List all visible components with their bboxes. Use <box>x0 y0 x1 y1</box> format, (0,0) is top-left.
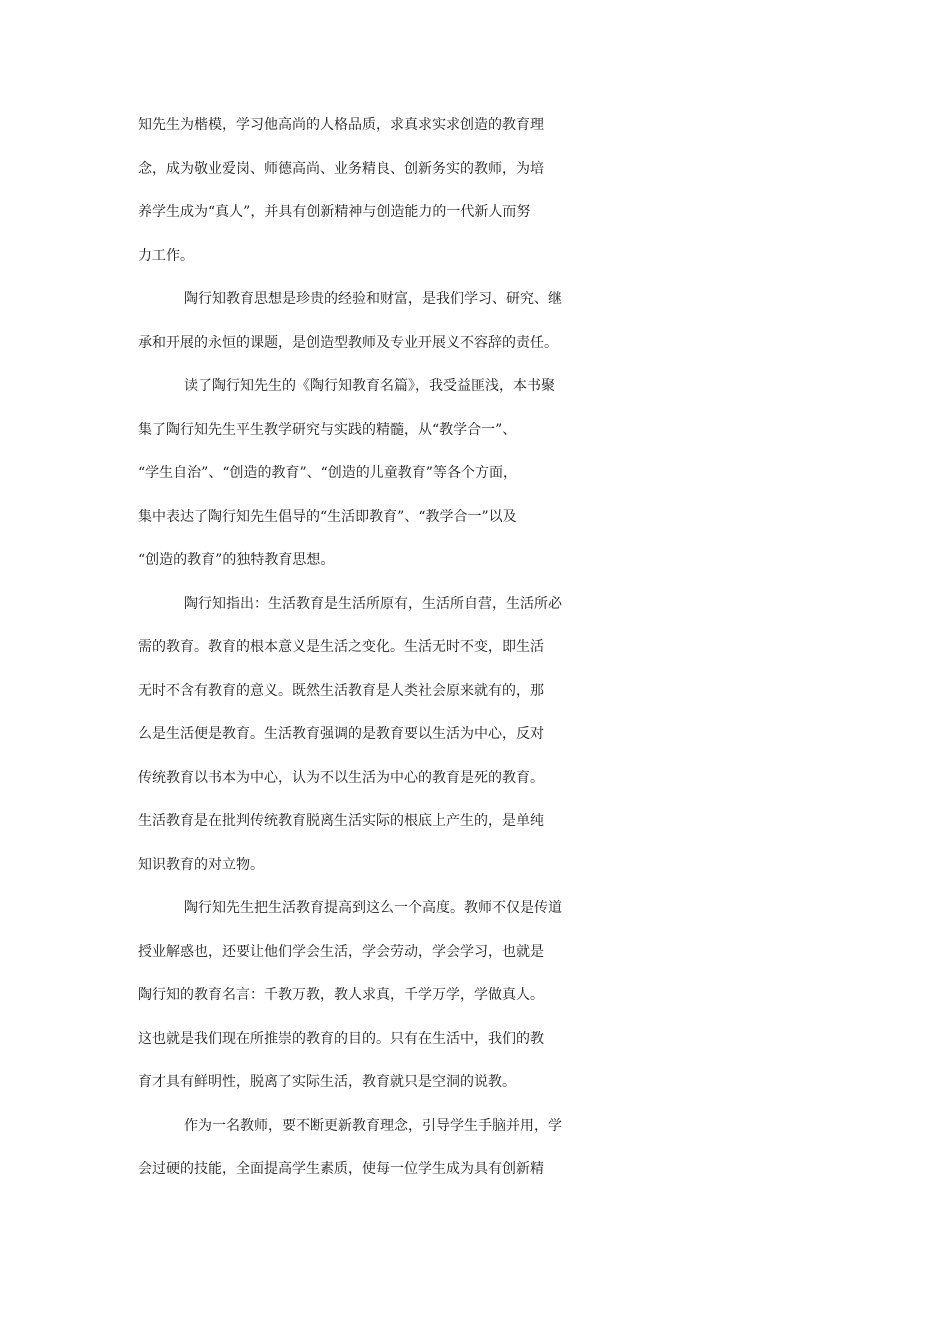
text-line: 传统教育以书本为中心，认为不以生活为中心的教育是死的教育。 <box>138 769 544 786</box>
text-line: 陶行知教育思想是珍贵的经验和财富，是我们学习、研究、继 <box>184 291 562 307</box>
body-text <box>138 104 818 1192</box>
text-line: 授业解惑也，还要让他们学会生活，学会劳动，学会学习，也就是 <box>138 943 544 960</box>
text-line: 生活教育是在批判传统教育脱离生活实际的根底上产生的，是单纯 <box>138 813 544 829</box>
text-line: 知识教育的对立物。 <box>138 856 264 873</box>
text-line: 养学生成为“真人”，并具有创新精神与创造能力的一代新人而努 <box>138 204 531 220</box>
text-line: 陶行知指出：生活教育是生活所原有，生活所自营，生活所必 <box>184 595 562 612</box>
text-line: 知先生为楷模，学习他高尚的人格品质，求真求实求创造的教育理 <box>138 117 544 133</box>
text-line: 承和开展的永恒的课题，是创造型教师及专业开展义不容辞的责任。 <box>138 334 558 351</box>
text-line: 么是生活便是教育。生活教育强调的是教育要以生活为中心，反对 <box>138 726 544 742</box>
text-line: 这也就是我们现在所推崇的教育的目的。只有在生活中，我们的教 <box>138 1030 544 1047</box>
text-line: “学生自治”、“创造的教育”、“创造的儿童教育”等各个方面， <box>138 465 517 481</box>
text-line: 无时不含有教育的意义。既然生活教育是人类社会原来就有的，那 <box>138 682 544 699</box>
text-line: 念，成为敬业爱岗、师德高尚、业务精良、创新务实的教师，为培 <box>138 160 544 177</box>
text-line: 作为一名教师，要不断更新教育理念，引导学生手脑并用，学 <box>184 1117 562 1134</box>
text-line: 会过硬的技能，全面提高学生素质，使每一位学生成为具有创新精 <box>138 1161 544 1177</box>
text-line: 读了陶行知先生的《陶行知教育名篇》，我受益匪浅，本书聚 <box>184 378 555 394</box>
text-line: 集中表达了陶行知先生倡导的“生活即教育”、“教学合一”以及 <box>138 508 517 525</box>
text-line: 需的教育。教育的根本意义是生活之变化。生活无时不变，即生活 <box>138 639 544 655</box>
text-line: 育才具有鲜明性，脱离了实际生活，教育就只是空洞的说教。 <box>138 1074 516 1090</box>
text-line: 陶行知先生把生活教育提高到这么一个高度。教师不仅是传道 <box>184 900 562 916</box>
text-line: 力工作。 <box>138 247 194 264</box>
text-line: “创造的教育”的独特教育思想。 <box>138 552 335 568</box>
text-line: 集了陶行知先生平生教学研究与实践的精髓，从“教学合一”、 <box>138 421 517 438</box>
text-line: 陶行知的教育名言：千教万教，教人求真，千学万学，学做真人。 <box>138 987 544 1003</box>
